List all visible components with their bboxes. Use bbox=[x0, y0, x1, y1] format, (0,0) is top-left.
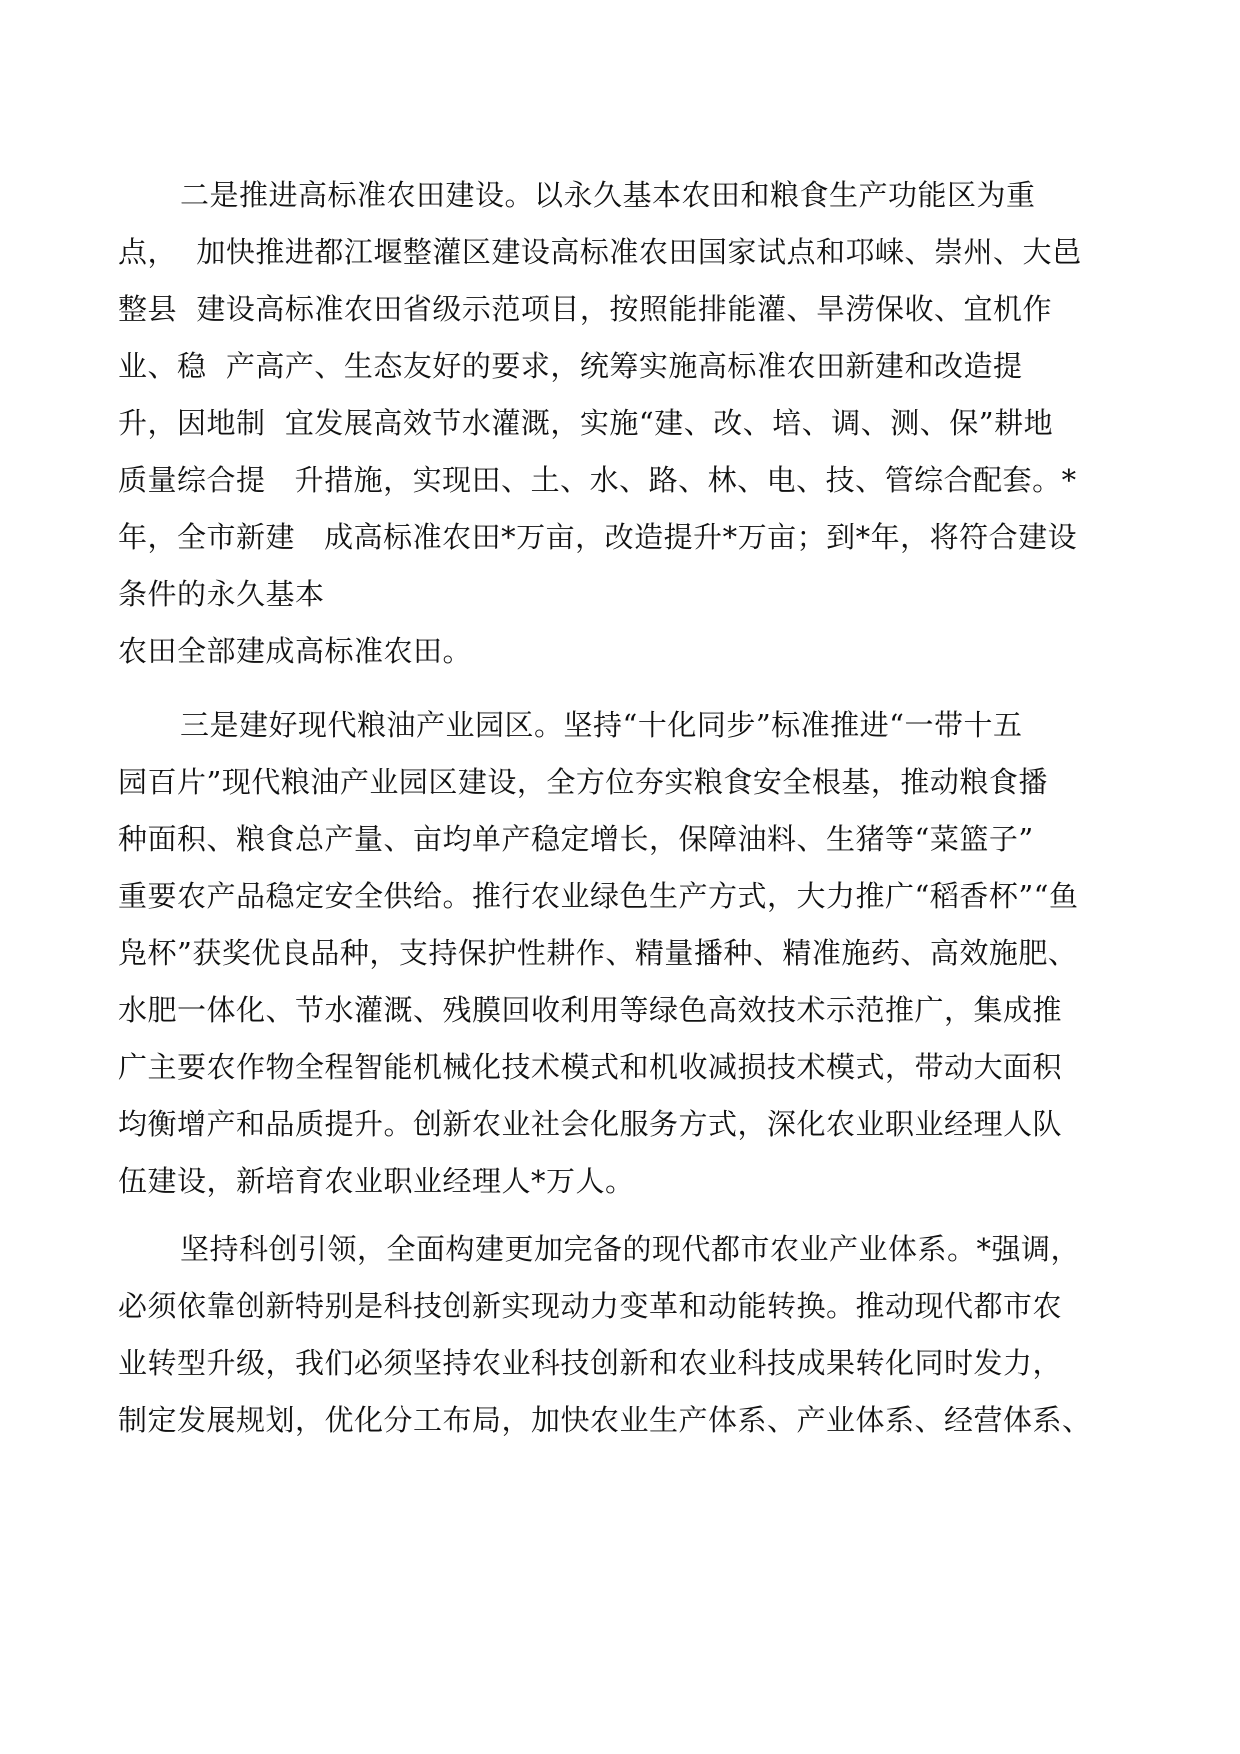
text-line: 质量综合提 升措施，实现田、土、水、路、林、电、技、管综合配套。* bbox=[118, 463, 1077, 497]
text-line: 条件的永久基本 bbox=[118, 577, 325, 611]
text-line: 业、稳 产高产、生态友好的要求，统筹实施高标准农田新建和改造提 bbox=[118, 349, 1023, 383]
text-line: 制定发展规划，优化分工布局，加快农业生产体系、产业体系、经营体系、 bbox=[118, 1403, 1092, 1437]
text-line: 二是推进高标准农田建设。以永久基本农田和粮食生产功能区为重 bbox=[180, 178, 1036, 212]
text-line: 重要农产品稳定安全供给。推行农业绿色生产方式，大力推广“稻香杯”“鱼 bbox=[118, 879, 1079, 913]
paragraph-sci-tech-innovation bbox=[118, 1221, 1138, 1449]
text-line: 坚持科创引领，全面构建更加完备的现代都市农业产业体系。*强调， bbox=[180, 1232, 1081, 1266]
text-line: 业转型升级，我们必须坚持农业科技创新和农业科技成果转化同时发力， bbox=[118, 1346, 1063, 1380]
paragraph-grain-oil-industrial-park bbox=[118, 697, 1138, 1210]
text-line: 均衡增产和品质提升。创新农业社会化服务方式，深化农业职业经理人队 bbox=[118, 1107, 1063, 1141]
text-line: 园百片”现代粮油产业园区建设，全方位夯实粮食安全根基，推动粮食播 bbox=[118, 765, 1048, 799]
text-line: 三是建好现代粮油产业园区。坚持“十化同步”标准推进“一带十五 bbox=[180, 708, 1023, 742]
text-line: 升，因地制 宜发展高效节水灌溉，实施“建、改、培、调、测、保”耕地 bbox=[118, 406, 1054, 440]
text-line: 凫杯”获奖优良品种，支持保护性耕作、精量播种、精准施药、高效施肥、 bbox=[118, 936, 1078, 970]
text-line: 年，全市新建 成高标准农田*万亩，改造提升*万亩；到*年，将符合建设 bbox=[118, 520, 1078, 554]
paragraph-high-standard-farmland bbox=[118, 167, 1138, 680]
text-line: 广主要农作物全程智能机械化技术模式和机收减损技术模式，带动大面积 bbox=[118, 1050, 1063, 1084]
text-line: 整县 建设高标准农田省级示范项目，按照能排能灌、旱涝保收、宜机作 bbox=[118, 292, 1052, 326]
text-line: 点， 加快推进都江堰整灌区建设高标准农田国家试点和邛崃、崇州、大邑 bbox=[118, 235, 1082, 269]
text-line: 伍建设，新培育农业职业经理人*万人。 bbox=[118, 1164, 635, 1198]
text-line: 种面积、粮食总产量、亩均单产稳定增长，保障油料、生猪等“菜篮子” bbox=[118, 822, 1034, 856]
text-line: 农田全部建成高标准农田。 bbox=[118, 634, 473, 668]
text-line: 水肥一体化、节水灌溉、残膜回收利用等绿色高效技术示范推广，集成推 bbox=[118, 993, 1063, 1027]
text-line: 必须依靠创新特别是科技创新实现动力变革和动能转换。推动现代都市农 bbox=[118, 1289, 1063, 1323]
